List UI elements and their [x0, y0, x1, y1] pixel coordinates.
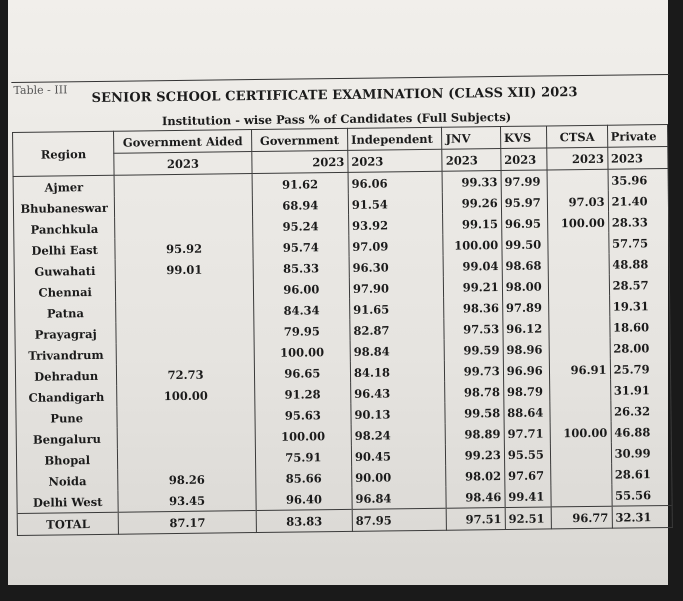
cell-govt-aided: 93.45	[118, 489, 256, 512]
table-subtitle: Institution - wise Pass % of Candidates (Full Subjects)	[161, 109, 512, 129]
cell-independent: 96.06	[348, 171, 443, 194]
year-govt-aided: 2023	[114, 152, 252, 176]
cell-private: 28.61	[611, 463, 672, 485]
cell-kvs: 92.51	[505, 507, 552, 530]
cell-govt-aided	[116, 321, 254, 344]
year-private: 2023	[607, 146, 668, 169]
cell-region: Bhopal	[16, 449, 118, 471]
header-kvs: KVS	[500, 126, 547, 149]
cell-jnv: 99.58	[445, 402, 504, 424]
cell-kvs: 99.41	[505, 485, 552, 507]
cell-government: 68.94	[252, 194, 348, 216]
cell-kvs: 97.99	[501, 170, 548, 192]
cell-private: 57.75	[608, 232, 669, 254]
cell-government: 91.62	[252, 172, 348, 195]
cell-region: Trivandrum	[15, 344, 117, 366]
cell-govt-aided	[115, 216, 253, 239]
year-ctsa: 2023	[547, 147, 607, 170]
cell-region: Pune	[16, 407, 118, 429]
cell-govt-aided	[118, 447, 256, 470]
cell-private: 32.31	[612, 505, 673, 528]
cell-region: Bengaluru	[16, 428, 118, 450]
cell-government: 100.00	[255, 425, 351, 447]
cell-government: 75.91	[255, 446, 351, 468]
cell-kvs: 98.00	[502, 275, 549, 297]
cell-independent: 82.87	[350, 319, 445, 341]
cell-region: TOTAL	[17, 512, 119, 535]
cell-ctsa	[549, 317, 609, 339]
header-govt-aided: Government Aided	[114, 130, 252, 154]
cell-jnv: 98.02	[446, 465, 505, 487]
cell-private: 35.96	[608, 168, 669, 190]
cell-region: Guwahati	[14, 260, 116, 282]
cell-independent: 96.30	[349, 256, 444, 278]
cell-ctsa	[550, 401, 610, 423]
cell-jnv: 99.15	[443, 213, 502, 235]
cell-government: 100.00	[254, 341, 350, 363]
cell-region: Panchkula	[14, 218, 116, 240]
cell-govt-aided: 99.01	[115, 258, 253, 281]
cell-govt-aided: 100.00	[117, 384, 255, 407]
cell-independent: 93.92	[348, 214, 443, 236]
cell-independent: 91.65	[350, 298, 445, 320]
cell-private: 31.91	[610, 379, 671, 401]
cell-independent: 90.00	[352, 466, 447, 488]
cell-region: Delhi East	[14, 239, 116, 261]
cell-independent: 90.13	[351, 403, 446, 425]
cell-government: 95.24	[252, 215, 348, 237]
table-frame-top	[11, 74, 669, 83]
cell-government: 95.74	[253, 236, 349, 258]
cell-jnv: 99.23	[446, 444, 505, 466]
cell-government: 83.83	[256, 509, 352, 532]
cell-government: 96.00	[253, 278, 349, 300]
cell-private: 28.33	[608, 211, 669, 233]
cell-government: 91.28	[254, 383, 350, 405]
table-title: SENIOR SCHOOL CERTIFICATE EXAMINATION (CLASS XII) 2023	[91, 85, 578, 107]
cell-govt-aided	[117, 405, 255, 428]
header-region: Region	[13, 131, 115, 176]
cell-ctsa	[548, 233, 608, 255]
cell-region: Noida	[17, 470, 119, 492]
cell-government: 96.65	[254, 362, 350, 384]
cell-ctsa: 100.00	[551, 422, 611, 444]
header-independent: Independent	[347, 127, 442, 150]
cell-private: 26.32	[610, 400, 671, 422]
cell-kvs: 97.71	[504, 422, 551, 444]
cell-private: 28.00	[610, 337, 671, 359]
cell-kvs: 88.64	[504, 401, 551, 423]
cell-government: 85.33	[253, 257, 349, 279]
cell-jnv: 98.36	[444, 297, 503, 319]
cell-ctsa	[548, 254, 608, 276]
cell-region: Ajmer	[13, 175, 115, 198]
cell-region: Dehradun	[15, 365, 117, 387]
cell-private: 46.88	[611, 421, 672, 443]
cell-ctsa: 97.03	[548, 191, 608, 213]
header-government: Government	[251, 128, 347, 151]
cell-govt-aided	[118, 426, 256, 449]
cell-jnv: 100.00	[443, 234, 502, 256]
cell-ctsa	[549, 275, 609, 297]
cell-private: 25.79	[610, 358, 671, 380]
cell-govt-aided	[116, 279, 254, 302]
cell-kvs: 99.50	[502, 233, 549, 255]
cell-private: 30.99	[611, 442, 672, 464]
cell-jnv: 97.51	[447, 508, 506, 531]
pass-percentage-table	[12, 124, 673, 536]
cell-kvs: 95.97	[501, 191, 548, 213]
cell-jnv: 98.46	[446, 486, 505, 508]
cell-govt-aided	[115, 195, 253, 218]
table-sheet	[11, 40, 679, 550]
cell-government: 85.66	[255, 467, 351, 489]
cell-ctsa: 96.91	[550, 359, 610, 381]
cell-kvs: 96.12	[503, 317, 550, 339]
cell-private: 55.56	[611, 484, 672, 506]
cell-jnv: 99.21	[444, 276, 503, 298]
year-government: 2023	[252, 150, 348, 173]
cell-jnv: 99.33	[442, 171, 501, 193]
cell-region: Prayagraj	[15, 323, 117, 345]
cell-private: 19.31	[609, 295, 670, 317]
cell-jnv: 97.53	[444, 318, 503, 340]
cell-government: 96.40	[256, 488, 352, 511]
header-jnv: JNV	[442, 127, 501, 150]
cell-region: Chennai	[14, 281, 116, 303]
cell-private: 48.88	[609, 253, 670, 275]
cell-region: Chandigarh	[16, 386, 118, 408]
cell-government: 84.34	[253, 299, 349, 321]
cell-govt-aided: 72.73	[117, 363, 255, 386]
year-independent: 2023	[348, 149, 443, 172]
cell-jnv: 99.04	[443, 255, 502, 277]
cell-independent: 96.84	[352, 487, 447, 510]
year-kvs: 2023	[501, 148, 548, 171]
cell-private: 28.57	[609, 274, 670, 296]
cell-ctsa	[547, 169, 607, 191]
cell-government: 95.63	[255, 404, 351, 426]
cell-kvs: 98.68	[502, 254, 549, 276]
cell-independent: 96.43	[351, 382, 446, 404]
cell-ctsa: 100.00	[548, 212, 608, 234]
cell-govt-aided: 87.17	[119, 511, 257, 535]
cell-ctsa	[551, 443, 611, 465]
cell-ctsa	[549, 296, 609, 318]
cell-ctsa	[551, 485, 611, 507]
cell-kvs: 98.79	[503, 380, 550, 402]
cell-govt-aided: 98.26	[118, 468, 256, 491]
cell-independent: 98.24	[351, 424, 446, 446]
year-jnv: 2023	[442, 149, 501, 172]
cell-ctsa	[550, 338, 610, 360]
cell-kvs: 98.96	[503, 338, 550, 360]
cell-independent: 98.84	[350, 340, 445, 362]
cell-jnv: 99.26	[443, 192, 502, 214]
table-body	[13, 168, 672, 535]
cell-govt-aided	[116, 300, 254, 323]
cell-jnv: 99.59	[445, 339, 504, 361]
cell-ctsa: 96.77	[552, 506, 612, 529]
cell-independent: 97.90	[349, 277, 444, 299]
cell-jnv: 98.89	[446, 423, 505, 445]
cell-independent: 91.54	[348, 193, 443, 215]
cell-govt-aided: 95.92	[115, 237, 253, 260]
cell-ctsa	[550, 380, 610, 402]
header-private: Private	[607, 124, 668, 147]
cell-jnv: 99.73	[445, 360, 504, 382]
cell-private: 18.60	[609, 316, 670, 338]
cell-region: Bhubaneswar	[13, 197, 115, 219]
cell-independent: 84.18	[350, 361, 445, 383]
table-label: Table - III	[13, 83, 68, 97]
cell-independent: 90.45	[351, 445, 446, 467]
cell-kvs: 96.95	[501, 212, 548, 234]
cell-ctsa	[551, 464, 611, 486]
cell-kvs: 97.67	[504, 464, 551, 486]
cell-govt-aided	[116, 342, 254, 365]
cell-kvs: 95.55	[504, 443, 551, 465]
cell-region: Delhi West	[17, 491, 119, 514]
document-photo	[8, 0, 668, 585]
cell-region: Patna	[15, 302, 117, 324]
cell-independent: 87.95	[352, 508, 447, 531]
header-ctsa: CTSA	[547, 125, 607, 148]
cell-kvs: 96.96	[503, 359, 550, 381]
cell-government: 79.95	[254, 320, 350, 342]
cell-kvs: 97.89	[502, 296, 549, 318]
cell-govt-aided	[114, 174, 252, 197]
cell-jnv: 98.78	[445, 381, 504, 403]
cell-independent: 97.09	[349, 235, 444, 257]
cell-private: 21.40	[608, 190, 669, 212]
